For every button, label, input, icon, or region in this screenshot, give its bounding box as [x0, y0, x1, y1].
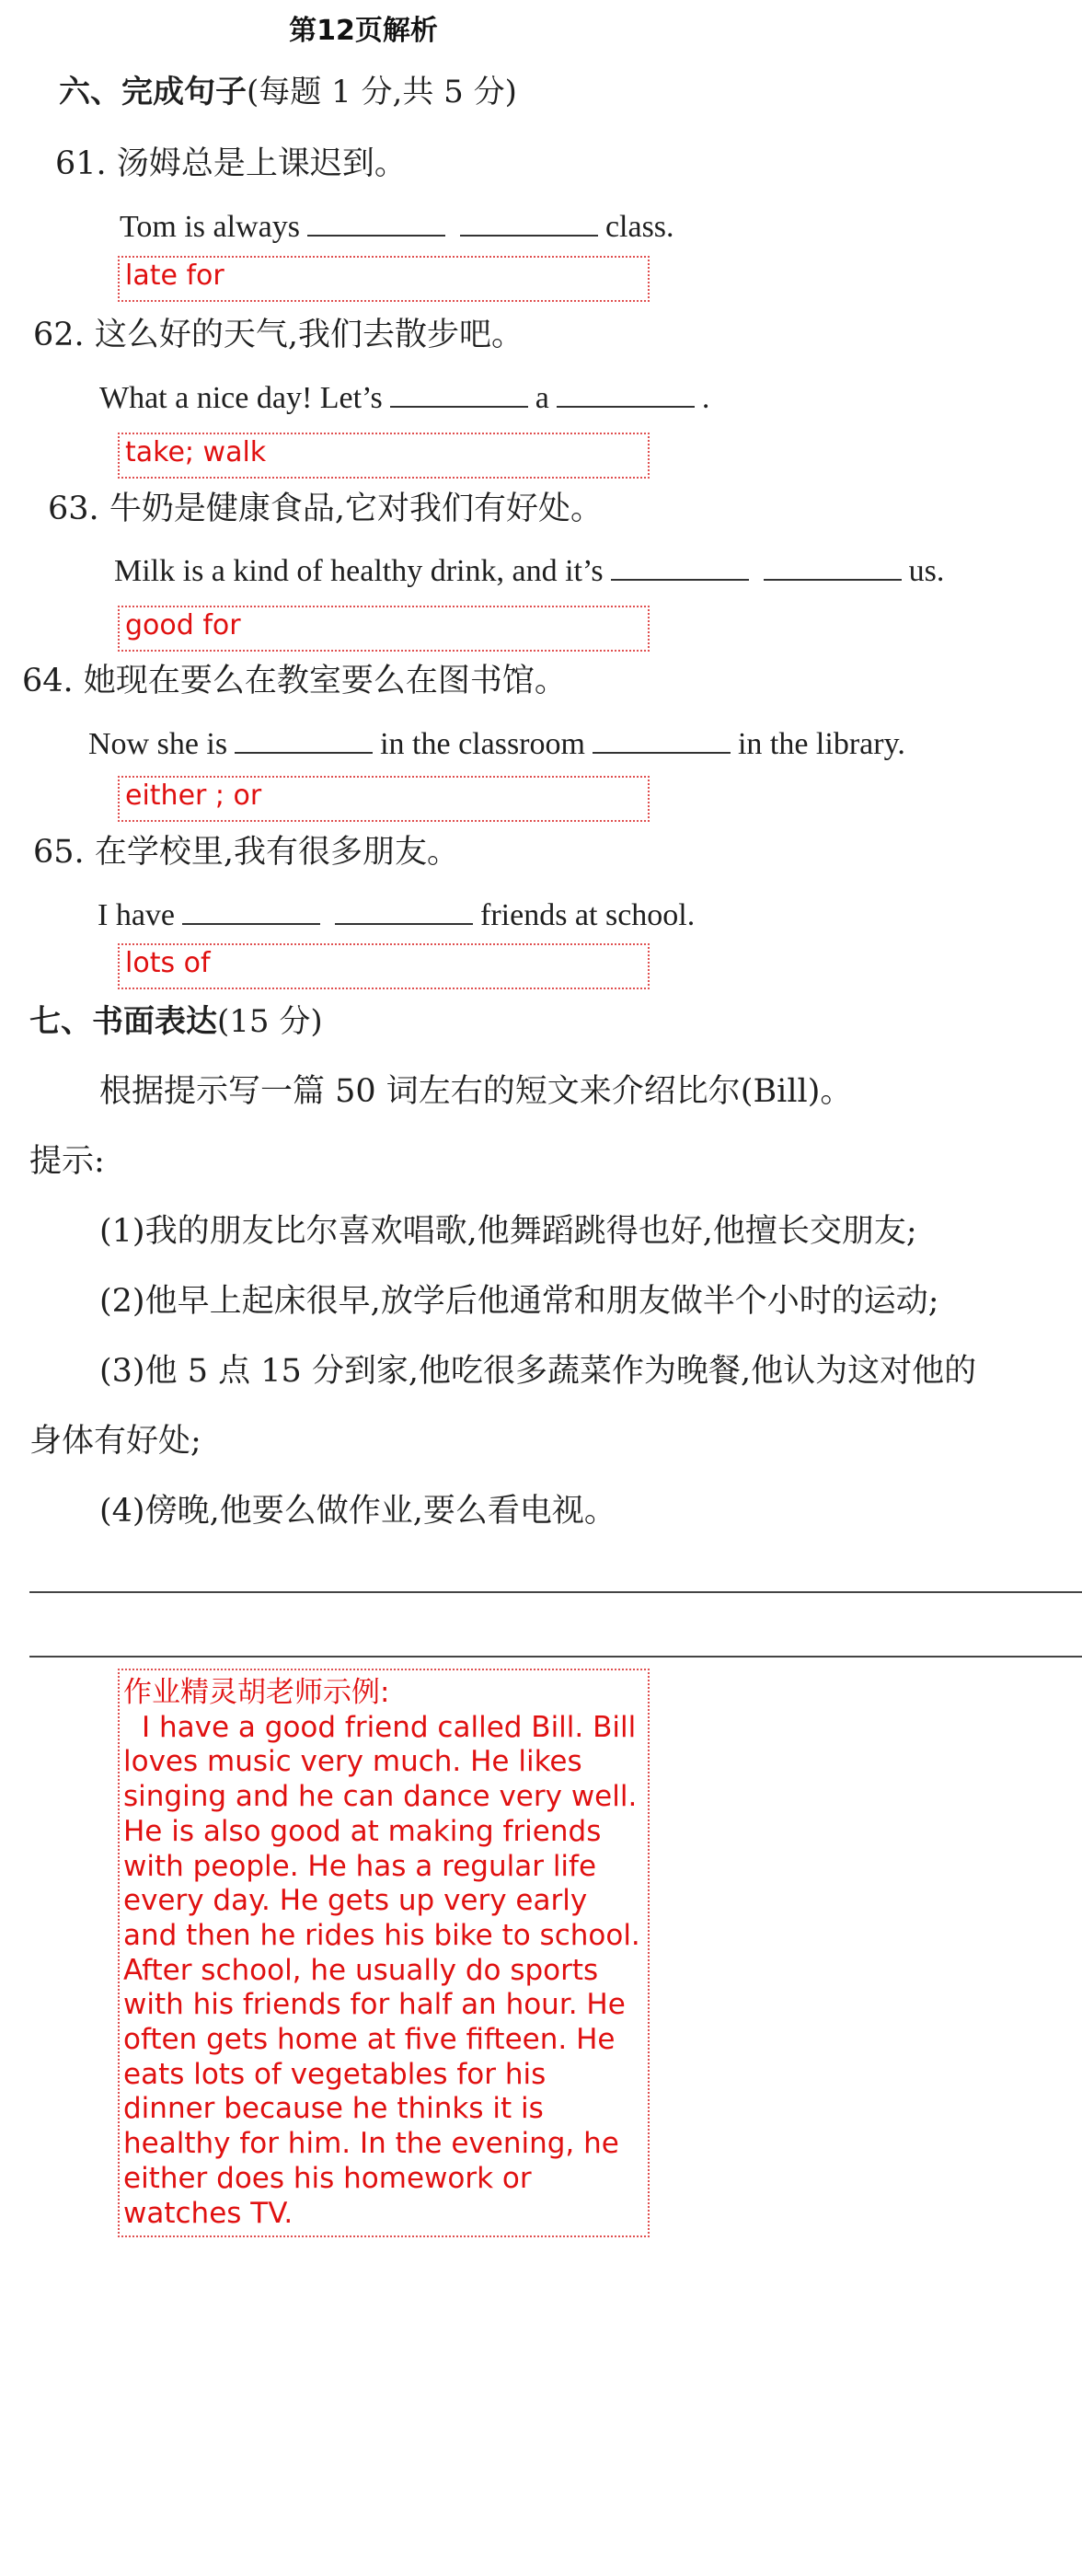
question-62-chinese: 62. 这么好的天气,我们去散步吧。: [33, 317, 524, 353]
section-7-title: 七、书面表达: [29, 1003, 217, 1040]
section-6-heading: [59, 66, 517, 111]
answer-blank: [764, 555, 902, 581]
answer-blank: [182, 899, 320, 925]
question-61-chinese: 61. 汤姆总是上课迟到。: [55, 145, 407, 182]
section-7-note: (15 分): [217, 1003, 323, 1040]
question-62-english: What a nice day! Let’s a .: [99, 381, 710, 415]
hint-2: (2)他早上起床很早,放学后他通常和朋友做半个小时的运动;: [99, 1283, 939, 1320]
hint-label: 提示:: [29, 1143, 105, 1180]
sample-essay-text: I have a good friend called Bill. Bill loves music very much. He likes singing and he can dance very well. He is also good at making friends with people. He has a regular life every day. He gets up very early and then he rides his bike to school. After school, he usually do sports with his friends for half an hour. He often gets home at five fifteen. He eats lots of vegetables for his dinner because he thinks it is healthy for him. In the evening, he either does his homework or watches TV.: [123, 1710, 640, 2230]
hint-3-continued: 身体有好处;: [29, 1423, 201, 1460]
hint-4: (4)傍晚,他要么做作业,要么看电视。: [99, 1493, 616, 1530]
section-6-title: 六、完成句子: [59, 74, 247, 110]
section-6-note: (每题 1 分,共 5 分): [247, 74, 517, 110]
sample-essay-box: [118, 1669, 650, 2237]
question-63-english: Milk is a kind of healthy drink, and it’s us.: [114, 554, 945, 588]
writing-line: [29, 1591, 1082, 1593]
question-61-english: Tom is always class.: [120, 210, 674, 244]
answer-box-63: good for: [118, 606, 650, 652]
hint-3: (3)他 5 点 15 分到家,他吃很多蔬菜作为晚餐,他认为这对他的: [99, 1353, 977, 1390]
answer-blank: [611, 555, 749, 581]
answer-blank: [593, 728, 731, 754]
answer-box-64: either ; or: [118, 776, 650, 822]
question-63-chinese: 63. 牛奶是健康食品,它对我们有好处。: [48, 491, 603, 527]
section-7-heading: [29, 996, 323, 1041]
answer-blank: [390, 382, 528, 408]
answer-box-62: take; walk: [118, 433, 650, 479]
writing-instruction: 根据提示写一篇 50 词左右的短文来介绍比尔(Bill)。: [99, 1073, 853, 1110]
answer-blank: [557, 382, 695, 408]
writing-line: [29, 1656, 1082, 1658]
page-title: 第12页解析: [289, 15, 438, 47]
sample-essay-heading: 作业精灵胡老师示例:: [123, 1676, 390, 1709]
answer-blank: [235, 728, 373, 754]
question-65-english: I have friends at school.: [98, 898, 696, 932]
answer-box-61: late for: [118, 256, 650, 302]
hint-1: (1)我的朋友比尔喜欢唱歌,他舞蹈跳得也好,他擅长交朋友;: [99, 1213, 917, 1250]
question-65-chinese: 65. 在学校里,我有很多朋友。: [33, 834, 459, 871]
answer-blank: [460, 211, 598, 237]
question-64-english: Now she is in the classroom in the library.: [88, 727, 905, 761]
answer-box-65: lots of: [118, 943, 650, 989]
question-64-chinese: 64. 她现在要么在教室要么在图书馆。: [22, 663, 567, 699]
answer-blank: [335, 899, 473, 925]
answer-blank: [307, 211, 445, 237]
